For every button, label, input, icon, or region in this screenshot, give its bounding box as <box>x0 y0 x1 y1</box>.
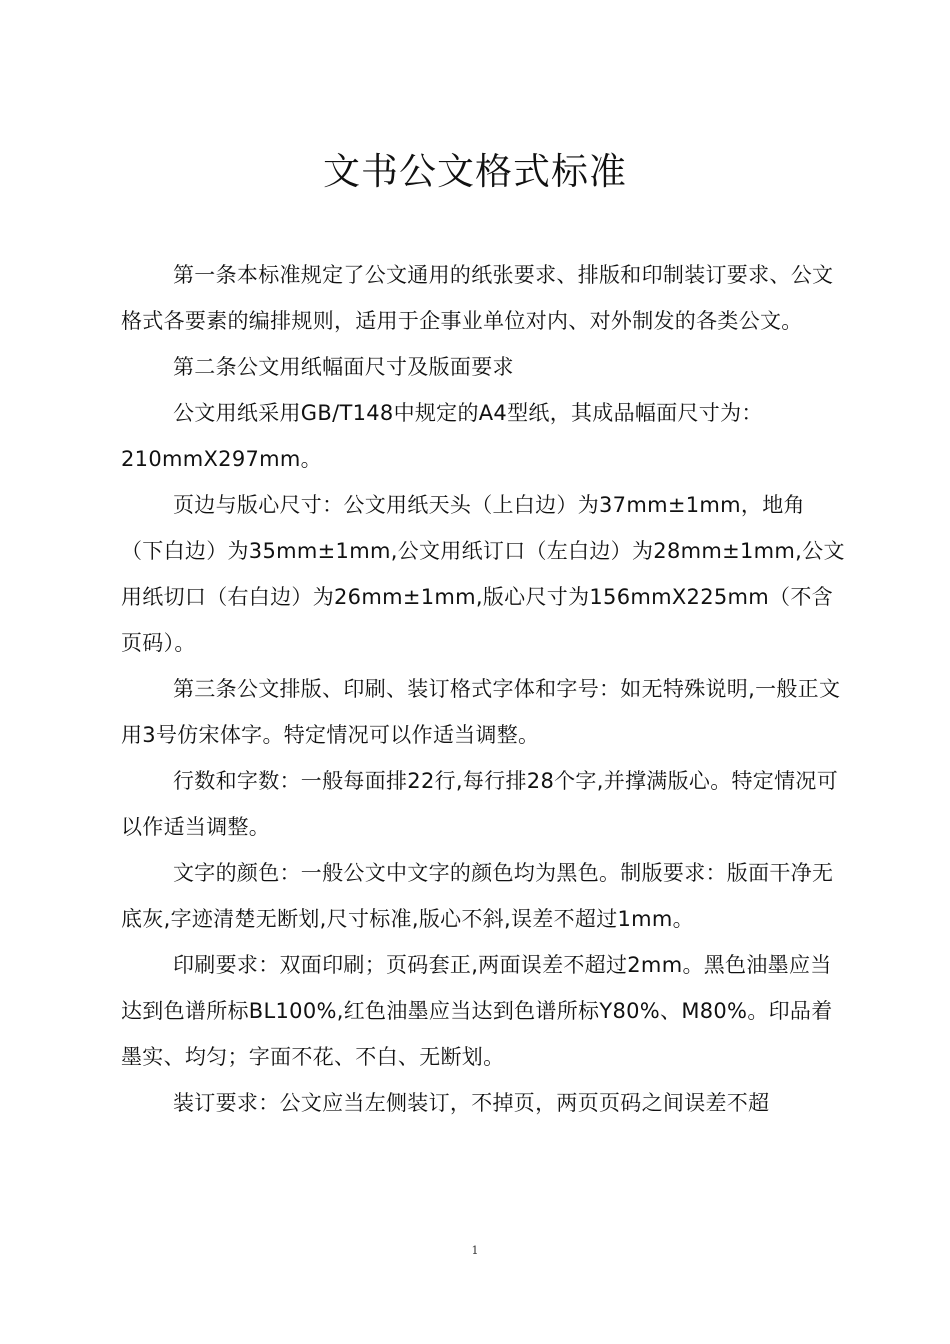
page-number: 1 <box>471 1244 479 1257</box>
paragraph-4: 页边与版心尺寸：公文用纸天头（上白边）为37mm±1mm，地角（下白边）为35mm±1mm,公文用纸订口（左白边）为28mm±1mm,公文用纸切口（右白边）为26mm±1mm,版心尺寸为156mmX225mm（不含页码）。 <box>121 493 845 655</box>
paragraph-5: 第三条公文排版、印刷、装订格式字体和字号：如无特殊说明,一般正文用3号仿宋体字。特定情况可以作适当调整。 <box>121 677 841 747</box>
paragraph-9: 装订要求：公文应当左侧装订，不掉页，两页页码之间误差不超 <box>173 1091 770 1115</box>
paragraph-3: 公文用纸采用GB/T148中规定的A4型纸，其成品幅面尺寸为：210mmX297mm。 <box>121 401 763 471</box>
document-title: 文书公文格式标准 <box>323 150 627 193</box>
paragraph-6: 行数和字数：一般每面排22行,每行排28个字,并撑满版心。特定情况可以作适当调整。 <box>121 769 838 839</box>
paragraph-8: 印刷要求：双面印刷；页码套正,两面误差不超过2mm。黑色油墨应当达到色谱所标BL100%,红色油墨应当达到色谱所标Y80%、M80%。印品着墨实、均匀；字面不花、不白、无断划。 <box>121 953 833 1069</box>
paragraph-1: 第一条本标准规定了公文通用的纸张要求、排版和印制装订要求、公文格式各要素的编排规则，适用于企事业单位对内、对外制发的各类公文。 <box>121 263 834 333</box>
document-body <box>121 252 847 1126</box>
paragraph-2: 第二条公文用纸幅面尺寸及版面要求 <box>173 355 514 379</box>
paragraph-7: 文字的颜色：一般公文中文字的颜色均为黑色。制版要求：版面干净无底灰,字迹清楚无断划,尺寸标准,版心不斜,误差不超过1mm。 <box>121 861 834 931</box>
